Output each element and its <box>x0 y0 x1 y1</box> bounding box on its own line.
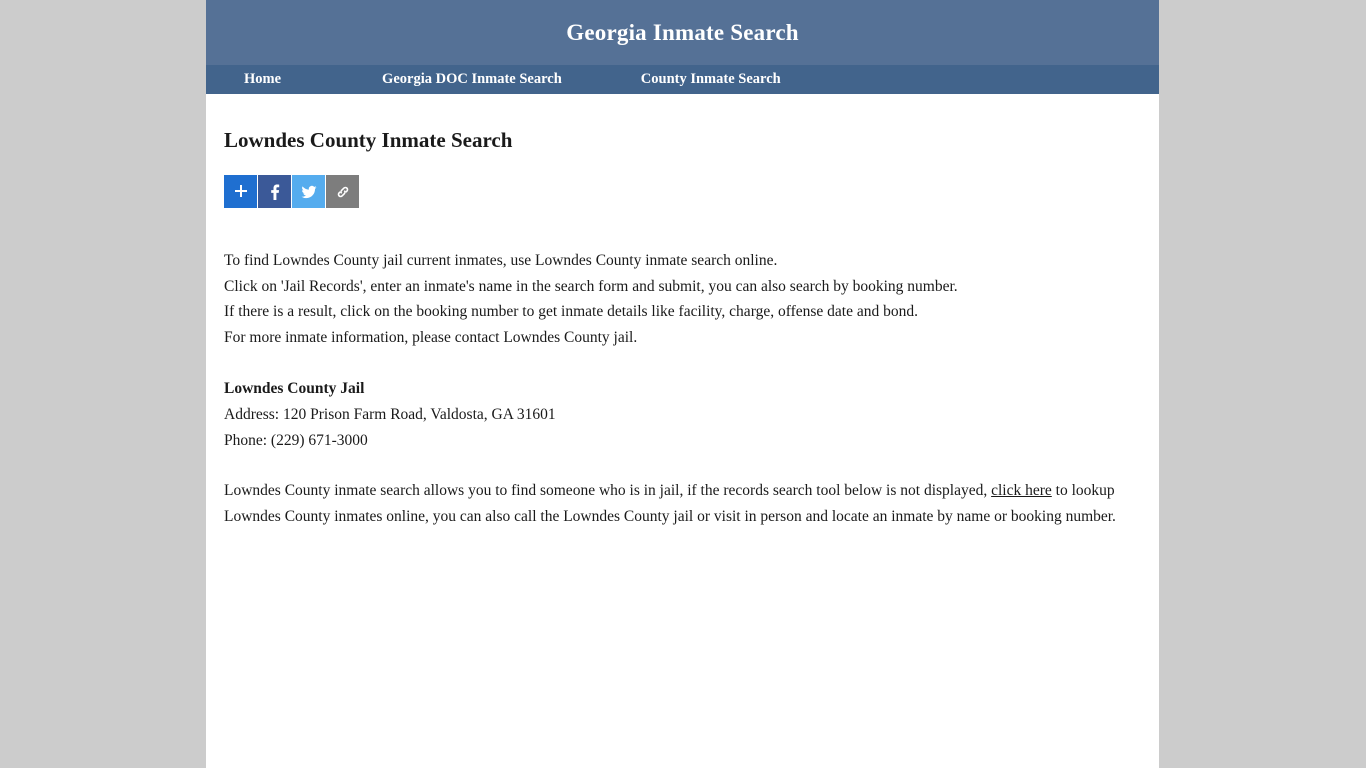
masthead <box>206 0 1159 65</box>
jail-phone: Phone: (229) 671-3000 <box>224 432 368 450</box>
search-description-paragraph <box>224 478 1119 530</box>
jail-address: Address: 120 Prison Farm Road, Valdosta, GA 31601 <box>224 406 556 424</box>
main-navigation <box>206 65 1159 94</box>
click-here-link[interactable]: click here <box>991 482 1052 500</box>
intro-line-2: Click on 'Jail Records', enter an inmate's name in the search form and submit, you can also search by booking number. <box>224 277 958 295</box>
intro-line-4: For more inmate information, please contact Lowndes County jail. <box>224 328 638 346</box>
intro-line-1: To find Lowndes County jail current inmates, use Lowndes County inmate search online. <box>224 252 778 269</box>
paragraph-after-link: to lookup Lowndes County inmates online, you can also call the Lowndes County jail or visit in person and locate an inmate by name or booking number. <box>224 482 1116 526</box>
intro-text <box>224 248 1119 350</box>
paragraph-before-link: Lowndes County inmate search allows you to find someone who is in jail, if the records search tool below is not displayed, <box>224 482 992 500</box>
site-title: Georgia Inmate Search <box>566 19 799 45</box>
nav-doc-inmate-search[interactable]: Georgia DOC Inmate Search <box>382 71 562 87</box>
twitter-icon[interactable] <box>292 175 325 208</box>
content-area <box>206 94 1159 570</box>
addthis-plus-icon[interactable] <box>224 175 257 208</box>
jail-name: Lowndes County Jail <box>224 380 365 398</box>
nav-county-inmate-search[interactable]: County Inmate Search <box>640 71 781 87</box>
jail-info <box>224 376 1119 454</box>
page-title: Lowndes County Inmate Search <box>224 128 513 152</box>
intro-line-3: If there is a result, click on the booking number to get inmate details like facility, charge, offense date and bond. <box>224 303 918 321</box>
site-container <box>206 0 1159 768</box>
share-buttons <box>224 175 1119 208</box>
copy-link-icon[interactable] <box>326 175 359 208</box>
facebook-icon[interactable] <box>258 175 291 208</box>
nav-home[interactable]: Home <box>244 71 282 87</box>
